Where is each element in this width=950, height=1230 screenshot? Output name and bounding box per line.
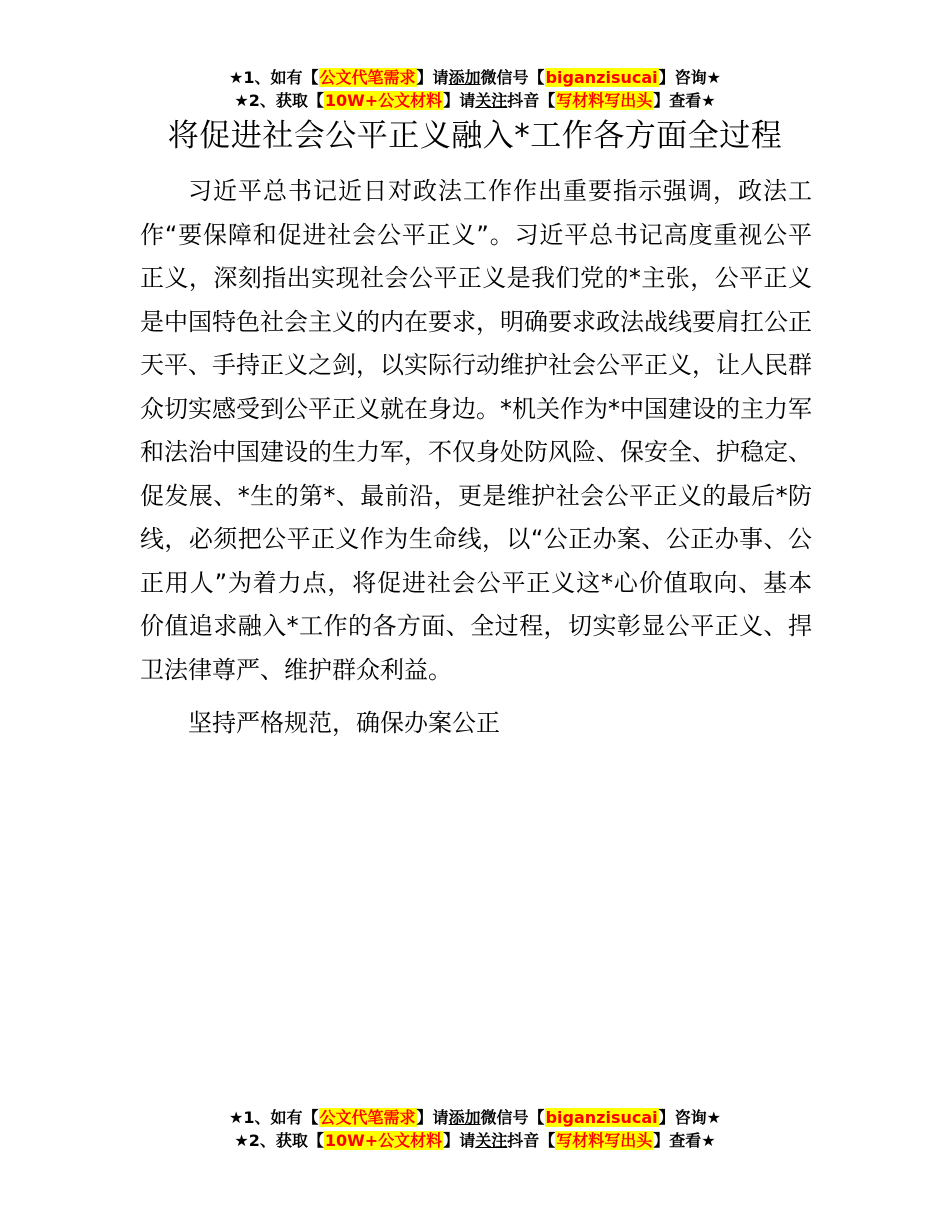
- banner-line-2: [0, 89, 950, 112]
- document-body: [140, 170, 812, 746]
- header-banner: [0, 66, 950, 112]
- banner-text: ★2、获取【: [234, 1131, 324, 1150]
- banner-highlight: 10W+公文材料: [324, 1131, 443, 1150]
- banner-line-2: [0, 1129, 950, 1152]
- banner-highlight: 写材料写出头: [556, 1131, 653, 1150]
- banner-highlight: biganzisucai: [545, 1108, 658, 1127]
- banner-text: 抖音【: [507, 91, 556, 110]
- banner-text: 】请: [416, 68, 449, 87]
- banner-underline: 添加: [448, 1108, 481, 1127]
- banner-text: 】咨询★: [658, 68, 721, 87]
- body-paragraph: 习近平总书记近日对政法工作作出重要指示强调，政法工作“要保障和促进社会公平正义”。习近平总书记高度重视公平正义，深刻指出实现社会公平正义是我们党的*主张，公平正义是中国特色社会主义的内在要求，明确要求政法战线要肩扛公正天平、手持正义之剑，以实际行动维护社会公平正义，让人民群众切实感受到公平正义就在身边。*机关作为*中国建设的主力军和法治中国建设的生力军，不仅身处防风险、保安全、护稳定、促发展、*生的第*、最前沿，更是维护社会公平正义的最后*防线，必须把公平正义作为生命线，以“公正办案、公正办事、公正用人”为着力点，将促进社会公平正义这*心价值取向、基本价值追求融入*工作的各方面、全过程，切实彰显公平正义、捍卫法律尊严、维护群众利益。: [140, 177, 812, 684]
- banner-text: 】请: [443, 91, 476, 110]
- banner-underline: 关注: [475, 1131, 508, 1150]
- banner-text: 】查看★: [653, 1131, 716, 1150]
- section-heading: 坚持严格规范，确保办案公正: [188, 709, 500, 737]
- banner-text: 微信号【: [480, 1108, 545, 1127]
- banner-text: ★1、如有【: [229, 1108, 319, 1127]
- banner-line-1: [0, 66, 950, 89]
- banner-text: 】请: [443, 1131, 476, 1150]
- footer-banner: [0, 1106, 950, 1152]
- banner-text: 】查看★: [653, 91, 716, 110]
- banner-text: ★1、如有【: [229, 68, 319, 87]
- banner-highlight: biganzisucai: [545, 68, 658, 87]
- banner-highlight: 10W+公文材料: [324, 91, 443, 110]
- banner-text: ★2、获取【: [234, 91, 324, 110]
- banner-text: 抖音【: [507, 1131, 556, 1150]
- banner-highlight: 公文代笔需求: [319, 68, 416, 87]
- banner-text: 】请: [416, 1108, 449, 1127]
- banner-underline: 添加: [448, 68, 481, 87]
- banner-text: 微信号【: [480, 68, 545, 87]
- banner-underline: 关注: [475, 91, 508, 110]
- banner-highlight: 公文代笔需求: [319, 1108, 416, 1127]
- banner-line-1: [0, 1106, 950, 1129]
- document-title: 将促进社会公平正义融入*工作各方面全过程: [167, 118, 783, 154]
- banner-text: 】咨询★: [658, 1108, 721, 1127]
- banner-highlight: 写材料写出头: [556, 91, 653, 110]
